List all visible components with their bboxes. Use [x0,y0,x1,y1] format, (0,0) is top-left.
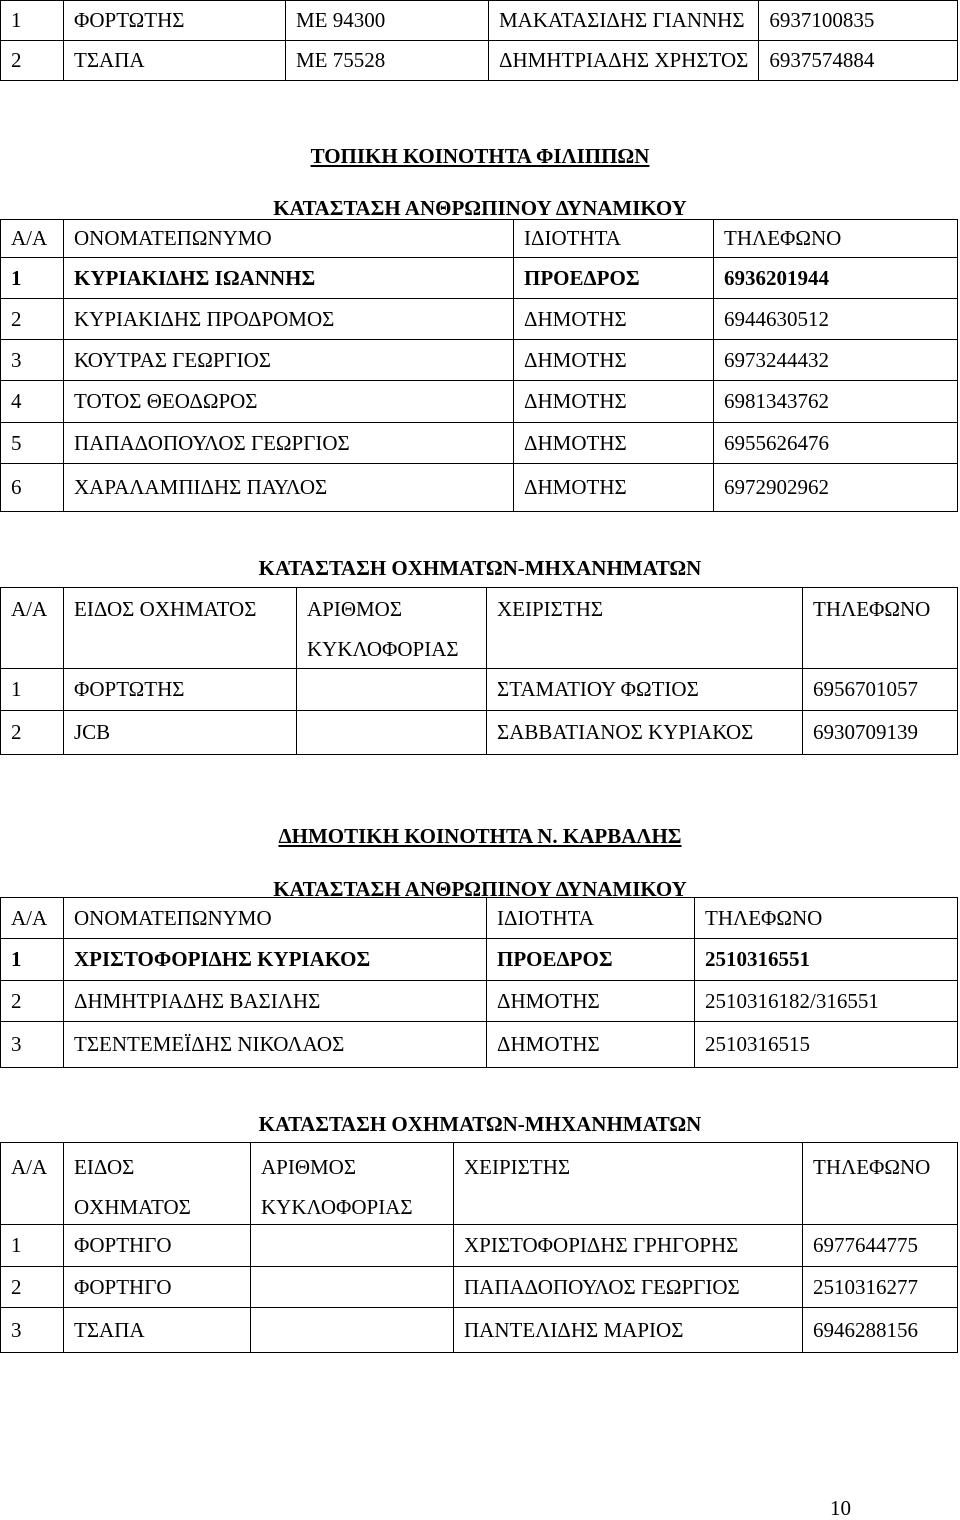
table-row [1,340,958,381]
staff-table-karvali [0,897,958,1068]
table-row [1,1,958,41]
cell-phone: 2510316277 [803,1267,958,1308]
table-header-row [1,220,958,258]
cell-phone: 6973244432 [714,340,958,381]
community-title-karvali: ΔΗΜΟΤΙΚΗ ΚΟΙΝΟΤΗΤΑ Ν. ΚΑΡΒΑΛΗΣ [278,824,682,848]
cell-role: ΠΡΟΕΔΡΟΣ [514,258,714,299]
table-header-row [1,588,958,669]
cell-plate [297,669,487,711]
cell-index: 3 [1,1022,64,1068]
cell-phone: 6937574884 [759,41,958,81]
cell-role: ΠΡΟΕΔΡΟΣ [487,939,695,981]
header-plate [297,588,487,669]
cell-phone: 2510316515 [695,1022,958,1068]
table-row [1,1267,958,1308]
cell-operator: ΔΗΜΗΤΡΙΑΔΗΣ ΧΡΗΣΤΟΣ [489,41,759,81]
cell-role: ΔΗΜΟΤΗΣ [487,1022,695,1068]
community-title-filippoi: ΤΟΠΙΚΗ ΚΟΙΝΟΤΗΤΑ ΦΙΛΙΠΠΩΝ [310,144,650,168]
staff-title-karvali: ΚΑΤΑΣΤΑΣΗ ΑΝΘΡΩΠΙΝΟΥ ΔΥΝΑΜΙΚΟΥ [273,877,687,901]
vehicles-table-filippoi [0,587,958,755]
page-number: 10 [830,1496,851,1520]
cell-name: ΧΑΡΑΛΑΜΠΙΔΗΣ ΠΑΥΛΟΣ [64,464,514,512]
table-row [1,381,958,423]
cell-index: 2 [1,1267,64,1308]
header-vehicle-type: ΕΙΔΟΣ ΟΧΗΜΑΤΟΣ [64,588,297,669]
cell-name: ΤΟΤΟΣ ΘΕΟΔΩΡΟΣ [64,381,514,423]
cell-role: ΔΗΜΟΤΗΣ [514,464,714,512]
cell-phone: 2510316182/316551 [695,981,958,1022]
cell-name: ΤΣΕΝΤΕΜΕΪΔΗΣ ΝΙΚΟΛΑΟΣ [64,1022,487,1068]
cell-name: ΚΥΡΙΑΚΙΔΗΣ ΠΡΟΔΡΟΜΟΣ [64,299,514,340]
cell-phone: 6936201944 [714,258,958,299]
header-index: Α/Α [1,1143,64,1225]
cell-index: 1 [1,669,64,711]
header-vehicle-type-line1: ΕΙΔΟΣ [74,1155,135,1179]
table-header-row [1,1143,958,1225]
header-name: ΟΝΟΜΑΤΕΠΩΝΥΜΟ [64,898,487,939]
table-row [1,258,958,299]
table-row [1,1308,958,1353]
cell-operator: ΠΑΝΤΕΛΙΔΗΣ ΜΑΡΙΟΣ [454,1308,803,1353]
header-index: Α/Α [1,898,64,939]
cell-operator: ΧΡΙΣΤΟΦΟΡΙΔΗΣ ΓΡΗΓΟΡΗΣ [454,1225,803,1267]
cell-index: 1 [1,1,64,41]
header-plate [251,1143,454,1225]
cell-plate [251,1225,454,1267]
table-row [1,1225,958,1267]
cell-index: 1 [1,258,64,299]
vehicles-title-karvali: ΚΑΤΑΣΤΑΣΗ ΟΧΗΜΑΤΩΝ-ΜΗΧΑΝΗΜΑΤΩΝ [258,1112,702,1136]
cell-phone: 6937100835 [759,1,958,41]
cell-vehicle-type: ΦΟΡΤΗΓΟ [64,1225,251,1267]
header-plate-line1: ΑΡΙΘΜΟΣ [307,597,403,621]
cell-plate [251,1308,454,1353]
cell-vehicle-type: ΤΣΑΠΑ [64,41,286,81]
cell-phone: 6977644775 [803,1225,958,1267]
cell-index: 4 [1,381,64,423]
cell-index: 6 [1,464,64,512]
header-operator: ΧΕΙΡΙΣΤΗΣ [454,1143,803,1225]
cell-vehicle-type: ΦΟΡΤΩΤΗΣ [64,669,297,711]
cell-phone: 6956701057 [803,669,958,711]
header-plate-line1: ΑΡΙΘΜΟΣ [261,1155,357,1179]
header-vehicle-type-line2: ΟΧΗΜΑΤΟΣ [74,1195,191,1219]
cell-name: ΔΗΜΗΤΡΙΑΔΗΣ ΒΑΣΙΛΗΣ [64,981,487,1022]
table-row [1,464,958,512]
table-row [1,423,958,464]
header-role: ΙΔΙΟΤΗΤΑ [514,220,714,258]
cell-role: ΔΗΜΟΤΗΣ [487,981,695,1022]
cell-index: 2 [1,981,64,1022]
cell-role: ΔΗΜΟΤΗΣ [514,423,714,464]
header-operator: ΧΕΙΡΙΣΤΗΣ [487,588,803,669]
cell-operator: ΣΤΑΜΑΤΙΟΥ ΦΩΤΙΟΣ [487,669,803,711]
cell-phone: 2510316551 [695,939,958,981]
cell-vehicle-type: ΦΟΡΤΗΓΟ [64,1267,251,1308]
table-row [1,1022,958,1068]
cell-plate: ΜΕ 75528 [286,41,489,81]
cell-index: 2 [1,41,64,81]
staff-table-filippoi [0,219,958,512]
header-plate-line2: ΚΥΚΛΟΦΟΡΙΑΣ [307,637,459,661]
cell-vehicle-type: ΦΟΡΤΩΤΗΣ [64,1,286,41]
cell-role: ΔΗΜΟΤΗΣ [514,299,714,340]
cell-name: ΠΑΠΑΔΟΠΟΥΛΟΣ ΓΕΩΡΓΙΟΣ [64,423,514,464]
header-phone: ΤΗΛΕΦΩΝΟ [695,898,958,939]
cell-role: ΔΗΜΟΤΗΣ [514,340,714,381]
table-row [1,711,958,755]
cell-plate: ΜΕ 94300 [286,1,489,41]
header-name: ΟΝΟΜΑΤΕΠΩΝΥΜΟ [64,220,514,258]
vehicles-title-filippoi: ΚΑΤΑΣΤΑΣΗ ΟΧΗΜΑΤΩΝ-ΜΗΧΑΝΗΜΑΤΩΝ [258,556,702,580]
header-phone: ΤΗΛΕΦΩΝΟ [803,588,958,669]
cell-name: ΚΟΥΤΡΑΣ ΓΕΩΡΓΙΟΣ [64,340,514,381]
cell-phone: 6930709139 [803,711,958,755]
cell-phone: 6946288156 [803,1308,958,1353]
cell-name: ΚΥΡΙΑΚΙΔΗΣ ΙΩΑΝΝΗΣ [64,258,514,299]
staff-title-filippoi: ΚΑΤΑΣΤΑΣΗ ΑΝΘΡΩΠΙΝΟΥ ΔΥΝΑΜΙΚΟΥ [273,196,687,220]
header-index: Α/Α [1,588,64,669]
cell-phone: 6972902962 [714,464,958,512]
table-header-row [1,898,958,939]
cell-index: 5 [1,423,64,464]
cell-vehicle-type: ΤΣΑΠΑ [64,1308,251,1353]
header-vehicle-type [64,1143,251,1225]
cell-index: 1 [1,1225,64,1267]
cell-index: 2 [1,711,64,755]
header-index: Α/Α [1,220,64,258]
header-phone: ΤΗΛΕΦΩΝΟ [803,1143,958,1225]
table-row [1,41,958,81]
cell-plate [297,711,487,755]
vehicles-table-karvali [0,1142,958,1353]
header-role: ΙΔΙΟΤΗΤΑ [487,898,695,939]
cell-phone: 6981343762 [714,381,958,423]
cell-index: 2 [1,299,64,340]
table-row [1,299,958,340]
cell-vehicle-type: JCB [64,711,297,755]
top-vehicles-table [0,0,958,81]
cell-role: ΔΗΜΟΤΗΣ [514,381,714,423]
table-row [1,981,958,1022]
cell-phone: 6944630512 [714,299,958,340]
cell-operator: ΠΑΠΑΔΟΠΟΥΛΟΣ ΓΕΩΡΓΙΟΣ [454,1267,803,1308]
cell-index: 1 [1,939,64,981]
cell-operator: ΣΑΒΒΑΤΙΑΝΟΣ ΚΥΡΙΑΚΟΣ [487,711,803,755]
table-row [1,669,958,711]
cell-name: ΧΡΙΣΤΟΦΟΡΙΔΗΣ ΚΥΡΙΑΚΟΣ [64,939,487,981]
cell-plate [251,1267,454,1308]
table-row [1,939,958,981]
header-plate-line2: ΚΥΚΛΟΦΟΡΙΑΣ [261,1195,413,1219]
cell-index: 3 [1,340,64,381]
cell-phone: 6955626476 [714,423,958,464]
cell-index: 3 [1,1308,64,1353]
cell-operator: ΜΑΚΑΤΑΣΙΔΗΣ ΓΙΑΝΝΗΣ [489,1,759,41]
header-phone: ΤΗΛΕΦΩΝΟ [714,220,958,258]
